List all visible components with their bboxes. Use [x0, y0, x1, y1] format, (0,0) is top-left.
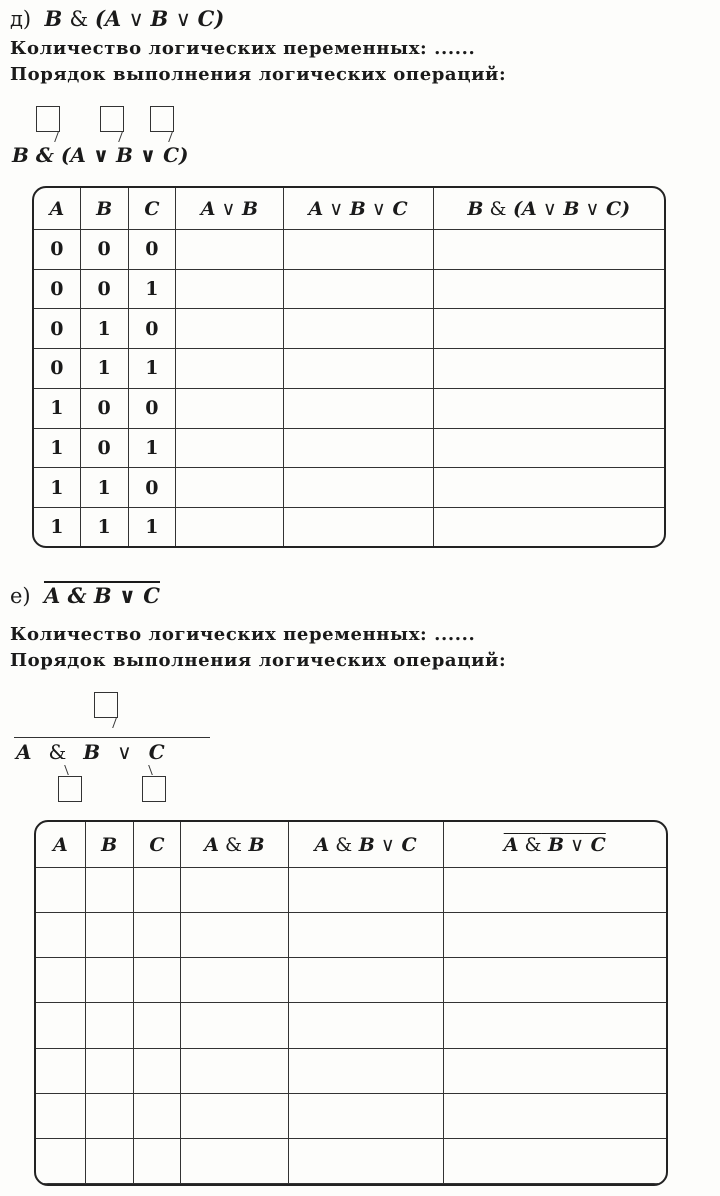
table-cell[interactable] — [176, 508, 283, 546]
table-cell[interactable] — [284, 468, 434, 508]
table-cell[interactable] — [284, 429, 434, 469]
column-header: C — [134, 822, 182, 868]
section-d-expression — [44, 6, 224, 31]
table-row — [34, 389, 664, 429]
section-e-diagram-expression: A & B ∨ C — [16, 740, 165, 764]
table-row — [34, 468, 664, 508]
order-box-e-2[interactable] — [142, 776, 166, 802]
table-cell[interactable] — [134, 868, 182, 913]
table-row — [34, 309, 664, 349]
table-cell[interactable] — [176, 349, 283, 389]
table-cell: 1 — [34, 389, 81, 429]
column-header: C — [129, 188, 177, 230]
table-cell[interactable] — [86, 1003, 134, 1048]
table-cell: 0 — [81, 270, 129, 310]
table-row — [34, 429, 664, 469]
order-box-2[interactable] — [100, 106, 124, 132]
section-e-var-count: Количество логических переменных: ...... — [10, 624, 476, 645]
table-cell[interactable] — [176, 309, 283, 349]
order-box-e-1[interactable] — [58, 776, 82, 802]
table-cell[interactable] — [176, 270, 283, 310]
table-cell[interactable] — [434, 270, 664, 310]
column-header: B — [81, 188, 129, 230]
table-cell[interactable] — [36, 1003, 86, 1048]
order-box-3[interactable] — [150, 106, 174, 132]
table-row — [36, 958, 666, 1003]
var-count-blank[interactable]: ...... — [434, 38, 476, 59]
section-d-var-count: Количество логических переменных: ...... — [10, 38, 476, 59]
table-cell[interactable] — [434, 230, 664, 270]
table-cell[interactable] — [86, 913, 134, 958]
section-d-order-label: Порядок выполнения логических операций: — [10, 64, 507, 85]
table-cell[interactable] — [284, 508, 434, 546]
table-cell[interactable] — [289, 1003, 444, 1048]
table-cell: 0 — [129, 230, 177, 270]
section-e-heading — [10, 583, 160, 608]
table-cell[interactable] — [181, 958, 288, 1003]
table-cell: 1 — [81, 508, 129, 546]
table-cell: 0 — [34, 309, 81, 349]
table-cell[interactable] — [434, 508, 664, 546]
table-cell[interactable] — [289, 958, 444, 1003]
table-cell: 1 — [81, 468, 129, 508]
column-header: A — [36, 822, 86, 868]
table-cell[interactable] — [284, 230, 434, 270]
table-cell[interactable] — [176, 429, 283, 469]
table-cell[interactable] — [434, 389, 664, 429]
table-cell[interactable] — [181, 1094, 288, 1139]
table-cell: 0 — [34, 270, 81, 310]
table-row — [36, 913, 666, 958]
table-cell: 0 — [81, 389, 129, 429]
table-cell[interactable] — [134, 913, 182, 958]
table-row — [36, 1003, 666, 1048]
truth-table-e — [34, 820, 668, 1186]
section-d-heading — [10, 6, 224, 31]
table-cell[interactable] — [444, 1003, 666, 1048]
var-count-blank-e[interactable]: ...... — [434, 624, 476, 645]
table-cell[interactable] — [86, 1094, 134, 1139]
table-cell[interactable] — [444, 868, 666, 913]
table-cell: 1 — [34, 508, 81, 546]
table-cell[interactable] — [284, 349, 434, 389]
table-cell: 0 — [34, 349, 81, 389]
table-cell[interactable] — [181, 913, 288, 958]
table-row — [34, 270, 664, 310]
table-cell[interactable] — [176, 468, 283, 508]
order-box-1[interactable] — [36, 106, 60, 132]
column-header: B & (A ∨ B ∨ C) — [434, 188, 664, 230]
table-cell[interactable] — [444, 1139, 666, 1184]
table-cell[interactable] — [289, 1139, 444, 1184]
table-cell[interactable] — [134, 958, 182, 1003]
table-cell[interactable] — [134, 1139, 182, 1184]
table-cell[interactable] — [181, 1049, 288, 1094]
table-cell[interactable] — [86, 1049, 134, 1094]
table-cell[interactable] — [289, 913, 444, 958]
table-cell[interactable] — [176, 389, 283, 429]
expr-part: & — [69, 7, 95, 31]
table-cell[interactable] — [36, 868, 86, 913]
section-d-label: д) — [10, 7, 32, 31]
column-header: B — [86, 822, 134, 868]
column-header: A & B ∨ C — [289, 822, 444, 868]
column-header: A & B — [181, 822, 288, 868]
column-header: A ∨ B ∨ C — [284, 188, 434, 230]
expr-part: B — [150, 6, 176, 31]
table-cell[interactable] — [86, 1139, 134, 1184]
table-row — [36, 868, 666, 913]
table-cell[interactable] — [284, 389, 434, 429]
table-cell[interactable] — [86, 868, 134, 913]
table-cell[interactable] — [289, 1094, 444, 1139]
table-cell: 0 — [129, 468, 177, 508]
table-cell[interactable] — [289, 1049, 444, 1094]
table-cell[interactable] — [434, 349, 664, 389]
table-cell: 0 — [81, 429, 129, 469]
table-cell[interactable] — [181, 1003, 288, 1048]
table-cell: 1 — [81, 309, 129, 349]
table-cell[interactable] — [181, 868, 288, 913]
section-e-expression: A & B ∨ C — [43, 583, 160, 608]
table-cell[interactable] — [36, 1139, 86, 1184]
table-cell: 1 — [34, 468, 81, 508]
table-cell: 0 — [129, 309, 177, 349]
table-cell[interactable] — [36, 1049, 86, 1094]
table-cell[interactable] — [444, 958, 666, 1003]
expr-part: (A — [94, 6, 129, 31]
table-cell: 1 — [129, 429, 177, 469]
expr-part: ∨ — [128, 7, 151, 31]
table-cell[interactable] — [134, 1049, 182, 1094]
table-cell[interactable] — [36, 913, 86, 958]
expr-part: B — [44, 6, 70, 31]
truth-table-d — [32, 186, 666, 548]
table-row — [36, 1094, 666, 1139]
table-cell: 1 — [129, 349, 177, 389]
table-cell[interactable] — [284, 309, 434, 349]
table-cell[interactable] — [36, 958, 86, 1003]
table-cell[interactable] — [444, 913, 666, 958]
table-row — [36, 1139, 666, 1184]
table-cell: 1 — [34, 429, 81, 469]
table-cell: 1 — [129, 508, 177, 546]
column-header: A ∨ B — [176, 188, 283, 230]
table-row — [34, 230, 664, 270]
table-cell[interactable] — [434, 468, 664, 508]
section-e-order-label: Порядок выполнения логических операций: — [10, 650, 507, 671]
table-cell[interactable] — [444, 1094, 666, 1139]
column-header: A & B ∨ C — [444, 822, 666, 868]
table-row — [36, 1049, 666, 1094]
table-row — [34, 349, 664, 389]
table-cell[interactable] — [36, 1094, 86, 1139]
order-box-e-top[interactable] — [94, 692, 118, 718]
table-cell[interactable] — [289, 868, 444, 913]
table-cell[interactable] — [434, 429, 664, 469]
table-cell: 1 — [129, 270, 177, 310]
table-cell: 0 — [34, 230, 81, 270]
table-cell: 1 — [81, 349, 129, 389]
table-cell[interactable] — [176, 230, 283, 270]
table-cell[interactable] — [86, 958, 134, 1003]
table-row — [34, 508, 664, 546]
table-cell[interactable] — [444, 1049, 666, 1094]
table-cell[interactable] — [434, 309, 664, 349]
expr-part: C) — [197, 6, 225, 31]
expr-part: ∨ — [175, 7, 198, 31]
table-cell[interactable] — [181, 1139, 288, 1184]
section-d-diagram-expression: B & (A ∨ B ∨ C) — [12, 143, 189, 167]
table-cell: 0 — [129, 389, 177, 429]
section-e-label: е) — [10, 584, 31, 608]
table-cell: 0 — [81, 230, 129, 270]
table-cell[interactable] — [134, 1094, 182, 1139]
column-header: A — [34, 188, 81, 230]
table-cell[interactable] — [134, 1003, 182, 1048]
table-cell[interactable] — [284, 270, 434, 310]
